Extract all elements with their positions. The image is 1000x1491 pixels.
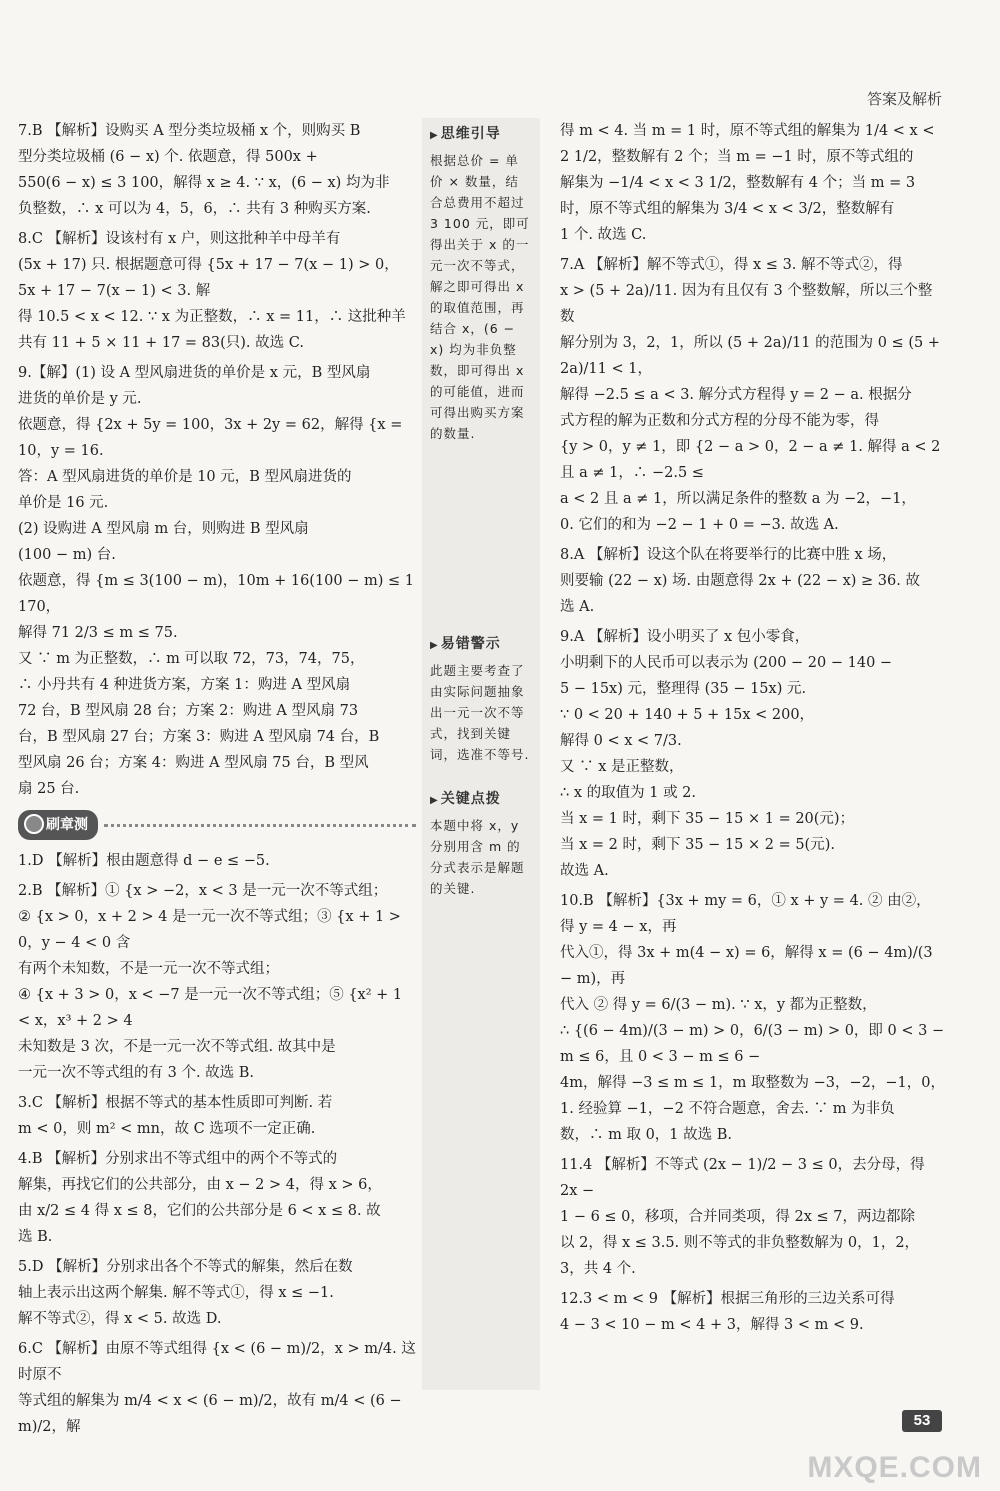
text-line: 进货的单价是 y 元. [18, 391, 142, 407]
text-line: 解得 0 < x < 7/3. [560, 733, 682, 749]
text-line: ∴ x 的取值为 1 或 2. [560, 785, 697, 801]
text-line: 由 x/2 ≤ 4 得 x ≤ 8，它们的公共部分是 6 < x ≤ 8. 故 [18, 1203, 381, 1219]
answer-c12 [560, 1286, 945, 1338]
text-line: ④ {x + 3 > 0，x < −7 是一元一次不等式组；⑤ {x² + 1 < x，x³ + 2 > 4 [18, 987, 403, 1029]
text-line: 3，共 4 个. [560, 1261, 636, 1277]
text-line: 得 m < 4. 当 m = 1 时，原不等式组的解集为 1/4 < x < [560, 123, 935, 139]
text-line: 6.C 【解析】由原不等式组得 {x < (6 − m)/2，x > m/4. 这时原不 [18, 1341, 416, 1383]
answer-c7 [560, 252, 945, 538]
text-line: x > (5 + 2a)/11. 因为有且仅有 3 个整数解，所以三个整数 [560, 283, 933, 325]
text-line: 2.B 【解析】① {x > −2，x < 3 是一元一次不等式组； [18, 883, 388, 899]
text-line: 4 − 3 < 10 − m < 4 + 3，解得 3 < m < 9. [560, 1317, 864, 1333]
text-line: 解得 −2.5 ≤ a < 3. 解分式方程得 y = 2 − a. 根据分 [560, 387, 912, 403]
text-line: 台，B 型风扇 27 台；方案 3：购进 A 型风扇 74 台，B [18, 729, 380, 745]
answer-q8 [18, 226, 416, 356]
text-line: 等式组的解集为 m/4 < x < (6 − m)/2，故有 m/4 < (6 − m)/2，解 [18, 1393, 402, 1435]
text-line: 4m，解得 −3 ≤ m ≤ 1，m 取整数为 −3，−2，−1，0， [560, 1075, 945, 1091]
text-line: 解得 71 2/3 ≤ m ≤ 75. [18, 625, 178, 641]
text-line: 又 ∵ m 为正整数，∴ m 可以取 72，73，74，75， [18, 651, 365, 667]
answer-q9 [18, 360, 416, 802]
text-line: 72 台，B 型风扇 28 台；方案 2：购进 A 型风扇 73 [18, 703, 359, 719]
text-line: 共有 11 + 5 × 11 + 17 = 83(只). 故选 C. [18, 335, 304, 351]
text-line: 选 A. [560, 599, 595, 615]
text-line: 代入①，得 3x + m(4 − x) = 6，解得 x = (6 − 4m)/(3 − m)，再 [560, 945, 933, 987]
text-line: 解分别为 3，2，1，所以 (5 + 2a)/11 的范围为 0 ≤ (5 + 2a)/11 < 1， [560, 335, 940, 377]
text-line: 单价是 16 元. [18, 495, 109, 511]
text-line: (5x + 17) 只. 根据题意可得 {5x + 17 − 7(x − 1) > 0，5x + 17 − 7(x − 1) < 3. 解 [18, 257, 399, 299]
text-line: 4.B 【解析】分别求出不等式组中的两个不等式的 [18, 1151, 338, 1167]
note-common-mistake [430, 634, 532, 765]
text-line: 1 个. 故选 C. [560, 227, 647, 243]
note-text: 本题中将 x，y 分别用含 m 的分式表示是解题的关键. [430, 818, 525, 896]
text-line: (100 − m) 台. [18, 547, 116, 563]
text-line: 依题意，得 {m ≤ 3(100 − m)，10m + 16(100 − m) ≤ 1 170， [18, 573, 415, 615]
answer-c5 [18, 1254, 416, 1332]
text-line: 小明剩下的人民币可以表示为 (200 − 20 − 140 − [560, 655, 893, 671]
text-line: 12.3 < m < 9 【解析】根据三角形的三边关系可得 [560, 1291, 895, 1307]
answer-c6 [18, 1336, 416, 1440]
text-line: 8.C 【解析】设该村有 x 户，则这批种羊中母羊有 [18, 231, 341, 247]
answer-c4 [18, 1146, 416, 1250]
page-header-title: 答案及解析 [866, 90, 942, 108]
text-line: 选 B. [18, 1229, 53, 1245]
note-text: 此题主要考查了由实际问题抽象出一元一次不等式，找到关键词，选准不等号. [430, 663, 530, 762]
text-line: 5.D 【解析】分别求出各个不等式的解集，然后在数 [18, 1259, 353, 1275]
note-key-point [430, 789, 532, 899]
text-line: 依题意，得 {2x + 5y = 100，3x + 2y = 62，解得 {x = 10，y = 16. [18, 417, 403, 459]
dotted-divider [104, 824, 416, 827]
text-line: ∴ {(6 − 4m)/(3 − m) > 0，6/(3 − m) > 0，即 0 < 3 − m ≤ 6，且 0 < 3 − m ≤ 6 − [560, 1023, 945, 1065]
text-line: 型风扇 26 台；方案 4：购进 A 型风扇 75 台，B 型风 [18, 755, 369, 771]
text-line: 则要输 (22 − x) 场. 由题意得 2x + (22 − x) ≥ 36. 故 [560, 573, 920, 589]
text-line: 扇 25 台. [18, 781, 80, 797]
note-title: ▶ 思维引导 [430, 124, 532, 146]
text-line: 得 10.5 < x < 12. ∵ x 为正整数，∴ x = 11，∴ 这批种羊 [18, 309, 406, 325]
right-column [560, 118, 945, 1342]
text-line: 550(6 − x) ≤ 3 100，解得 x ≥ 4. ∵ x，(6 − x) 均为非 [18, 175, 390, 191]
text-line: 解集为 −1/4 < x < 3 1/2，整数解有 4 个；当 m = 3 [560, 175, 916, 191]
text-line: 9.【解】(1) 设 A 型风扇进货的单价是 x 元，B 型风扇 [18, 365, 371, 381]
text-line: 2 1/2，整数解有 2 个；当 m = −1 时，原不等式组的 [560, 149, 914, 165]
answer-c2 [18, 878, 416, 1086]
text-line: 0. 它们的和为 −2 − 1 + 0 = −3. 故选 A. [560, 517, 839, 533]
text-line: a < 2 且 a ≠ 1，所以满足条件的整数 a 为 −2，−1， [560, 491, 916, 507]
answer-c10 [560, 888, 945, 1148]
answer-c6-continued [560, 118, 945, 248]
section-title: 刷章测 [18, 810, 98, 840]
text-line: 8.A 【解析】设这个队在将要举行的比赛中胜 x 场， [560, 547, 897, 563]
answer-c8 [560, 542, 945, 620]
text-line: 故选 A. [560, 863, 609, 879]
text-line: 1 − 6 ≤ 0，移项，合并同类项，得 2x ≤ 7，两边都除 [560, 1209, 916, 1225]
page-number: 53 [902, 1410, 942, 1432]
text-line: 7.B 【解析】设购买 A 型分类垃圾桶 x 个，则购买 B [18, 123, 361, 139]
text-line: 负整数，∴ x 可以为 4，5，6，∴ 共有 3 种购买方案. [18, 201, 371, 217]
text-line: ∵ 0 < 20 + 140 + 5 + 15x < 200， [560, 707, 815, 723]
text-line: 有两个未知数，不是一元一次不等式组； [18, 961, 279, 977]
text-line: 式方程的解为正数和分式方程的分母不能为零，得 [560, 413, 879, 429]
section-banner [18, 810, 416, 840]
text-line: 数，∴ m 取 0，1 故选 B. [560, 1127, 733, 1143]
text-line: 一元一次不等式组的有 3 个. 故选 B. [18, 1065, 255, 1081]
text-line: 当 x = 1 时，剩下 35 − 15 × 1 = 20(元)； [560, 811, 855, 827]
sidebar-notes [422, 118, 540, 1390]
site-watermark: MXQE.COM [807, 1451, 982, 1484]
text-line: (2) 设购进 A 型风扇 m 台，则购进 B 型风扇 [18, 521, 309, 537]
text-line: 5 − 15x) 元，整理得 (35 − 15x) 元. [560, 681, 807, 697]
text-line: m < 0，则 m² < mn，故 C 选项不一定正确. [18, 1121, 316, 1137]
text-line: 答：A 型风扇进货的单价是 10 元，B 型风扇进货的 [18, 469, 352, 485]
text-line: 以 2，得 x ≤ 3.5. 则不等式的非负整数解为 0，1，2， [560, 1235, 920, 1251]
text-line: 9.A 【解析】设小明买了 x 包小零食， [560, 629, 810, 645]
text-line: 11.4 【解析】不等式 (2x − 1)/2 − 3 ≤ 0，去分母，得 2x − [560, 1157, 925, 1199]
text-line: 解不等式②，得 x < 5. 故选 D. [18, 1311, 222, 1327]
answer-q7 [18, 118, 416, 222]
text-line: 解集，再找它们的公共部分，由 x − 2 > 4，得 x > 6， [18, 1177, 382, 1193]
text-line: ② {x > 0，x + 2 > 4 是一元一次不等式组；③ {x + 1 > 0，y − 4 < 0 含 [18, 909, 401, 951]
text-line: 代入 ② 得 y = 6/(3 − m). ∵ x，y 都为正整数， [560, 997, 877, 1013]
note-title: ▶ 易错警示 [430, 634, 532, 656]
text-line: 10.B 【解析】{3x + my = 6，① x + y = 4. ② 由②，得 y = 4 − x，再 [560, 893, 931, 935]
text-line: 3.C 【解析】根据不等式的基本性质即可判断. 若 [18, 1095, 333, 1111]
text-line: ∴ 小丹共有 4 种进货方案，方案 1：购进 A 型风扇 [18, 677, 351, 693]
note-text: 根据总价 = 单价 × 数量，结合总费用不超过 3 100 元，即可得出关于 x 的一元一次不等式，解之即可得出 x 的取值范围，再结合 x，(6 − x) 均为非负整数，即可得出 x 的可能值，进而可得出购买方案的数量. [430, 153, 530, 441]
text-line: 型分类垃圾桶 (6 − x) 个. 依题意，得 500x + [18, 149, 318, 165]
answer-c11 [560, 1152, 945, 1282]
text-line: 时，原不等式组的解集为 3/4 < x < 3/2，整数解有 [560, 201, 895, 217]
text-line: 7.A 【解析】解不等式①，得 x ≤ 3. 解不等式②，得 [560, 257, 903, 273]
note-thinking-guide [430, 124, 532, 444]
text-line: 当 x = 2 时，剩下 35 − 15 × 2 = 5(元). [560, 837, 835, 853]
answer-c1 [18, 848, 416, 874]
left-column [18, 118, 416, 1444]
text-line: {y > 0，y ≠ 1，即 {2 − a > 0，2 − a ≠ 1. 解得 a < 2 且 a ≠ 1，∴ −2.5 ≤ [560, 439, 941, 481]
answer-c9 [560, 624, 945, 884]
text-line: 又 ∵ x 是正整数， [560, 759, 684, 775]
text-line: 1. 经验算 −1，−2 不符合题意，舍去. ∵ m 为非负 [560, 1101, 895, 1117]
answer-c3 [18, 1090, 416, 1142]
text-line: 1.D 【解析】根由题意得 d − e ≤ −5. [18, 853, 270, 869]
note-title: ▶ 关键点拨 [430, 789, 532, 811]
text-line: 轴上表示出这两个解集. 解不等式①，得 x ≤ −1. [18, 1285, 334, 1301]
text-line: 未知数是 3 次，不是一元一次不等式组. 故其中是 [18, 1039, 336, 1055]
